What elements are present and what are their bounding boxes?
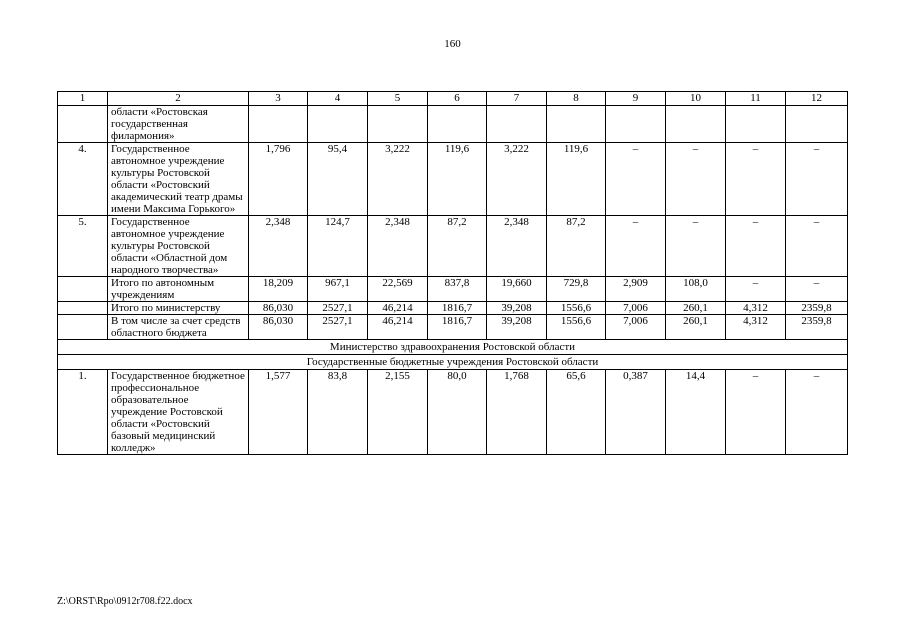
value-cell: 260,1 [666,315,726,340]
table-row [58,277,848,302]
value-cell: 1,796 [249,143,308,216]
value-cell: 0,387 [606,370,666,455]
value-cell: 18,209 [249,277,308,302]
value-cell: 2527,1 [308,315,368,340]
value-cell: 46,214 [368,302,428,315]
column-header: 1 [58,92,108,106]
table-row [58,302,848,315]
value-cell: 1556,6 [547,302,606,315]
value-cell: – [666,143,726,216]
value-cell: 3,222 [368,143,428,216]
value-cell: 108,0 [666,277,726,302]
value-cell: – [786,216,848,277]
institution-name-cell: В том числе за счет средств областного бюджета [108,315,249,340]
column-header: 4 [308,92,368,106]
value-cell: 39,208 [487,302,547,315]
value-cell: 2,348 [487,216,547,277]
value-cell: 80,0 [428,370,487,455]
row-number-cell [58,277,108,302]
table-row [58,216,848,277]
column-header: 6 [428,92,487,106]
column-header: 8 [547,92,606,106]
value-cell: – [606,216,666,277]
value-cell: 729,8 [547,277,606,302]
value-cell [487,106,547,143]
value-cell: 119,6 [428,143,487,216]
value-cell: – [786,277,848,302]
value-cell: 2,155 [368,370,428,455]
value-cell: 1816,7 [428,315,487,340]
row-number-cell: 1. [58,370,108,455]
row-number-cell [58,302,108,315]
column-header: 2 [108,92,249,106]
value-cell: 2,348 [368,216,428,277]
value-cell: 87,2 [547,216,606,277]
value-cell: 19,660 [487,277,547,302]
value-cell: 1,577 [249,370,308,455]
value-cell: – [786,370,848,455]
table-body [58,92,848,455]
value-cell [428,106,487,143]
section-header-row [58,340,848,355]
value-cell: – [666,216,726,277]
column-header: 3 [249,92,308,106]
value-cell: 3,222 [487,143,547,216]
value-cell: 83,8 [308,370,368,455]
section-title: Государственные бюджетные учреждения Ростовской области [58,355,848,370]
value-cell [368,106,428,143]
value-cell: 86,030 [249,302,308,315]
row-number-cell [58,106,108,143]
institution-name-cell: Государственное автономное учреждение культуры Ростовской области «Ростовский академический театр драмы имени Максима Горького» [108,143,249,216]
column-header: 9 [606,92,666,106]
value-cell: 2,348 [249,216,308,277]
table-row [58,106,848,143]
column-header: 11 [726,92,786,106]
value-cell: 22,569 [368,277,428,302]
value-cell: 65,6 [547,370,606,455]
institution-name-cell: Государственное автономное учреждение культуры Ростовской области «Областной дом народного творчества» [108,216,249,277]
section-header-row [58,355,848,370]
page-number: 160 [444,38,461,50]
value-cell: – [606,143,666,216]
table-row [58,315,848,340]
value-cell: 87,2 [428,216,487,277]
value-cell: 124,7 [308,216,368,277]
table-row [58,370,848,455]
value-cell: 837,8 [428,277,487,302]
row-number-cell: 5. [58,216,108,277]
value-cell: 95,4 [308,143,368,216]
value-cell: 7,006 [606,315,666,340]
value-cell: 1556,6 [547,315,606,340]
column-header: 7 [487,92,547,106]
institution-name-cell: области «Ростовская государственная филармония» [108,106,249,143]
value-cell: 2359,8 [786,315,848,340]
value-cell: – [726,143,786,216]
value-cell: 260,1 [666,302,726,315]
institution-name-cell: Государственное бюджетное профессиональное образовательное учреждение Ростовской области «Ростовский базовый медицинский колледж» [108,370,249,455]
institution-name-cell: Итого по автономным учреждениям [108,277,249,302]
value-cell [606,106,666,143]
institution-name-cell: Итого по министерству [108,302,249,315]
value-cell: – [726,277,786,302]
value-cell: 2527,1 [308,302,368,315]
value-cell: 39,208 [487,315,547,340]
value-cell: 7,006 [606,302,666,315]
value-cell [308,106,368,143]
value-cell [249,106,308,143]
column-header: 12 [786,92,848,106]
value-cell: 86,030 [249,315,308,340]
row-number-cell [58,315,108,340]
value-cell [726,106,786,143]
value-cell: 4,312 [726,315,786,340]
value-cell [786,106,848,143]
value-cell: 4,312 [726,302,786,315]
value-cell: – [726,370,786,455]
table-row [58,143,848,216]
data-table [57,91,848,455]
table-header-row [58,92,848,106]
value-cell: – [726,216,786,277]
value-cell: 2,909 [606,277,666,302]
row-number-cell: 4. [58,143,108,216]
value-cell: 119,6 [547,143,606,216]
value-cell [547,106,606,143]
value-cell: 46,214 [368,315,428,340]
value-cell: 1,768 [487,370,547,455]
column-header: 5 [368,92,428,106]
value-cell: 1816,7 [428,302,487,315]
value-cell: 2359,8 [786,302,848,315]
value-cell: 14,4 [666,370,726,455]
value-cell: – [786,143,848,216]
section-title: Министерство здравоохранения Ростовской области [58,340,848,355]
footer-file-path: Z:\ORST\Rpo\0912r708.f22.docx [57,596,193,607]
value-cell: 967,1 [308,277,368,302]
column-header: 10 [666,92,726,106]
value-cell [666,106,726,143]
